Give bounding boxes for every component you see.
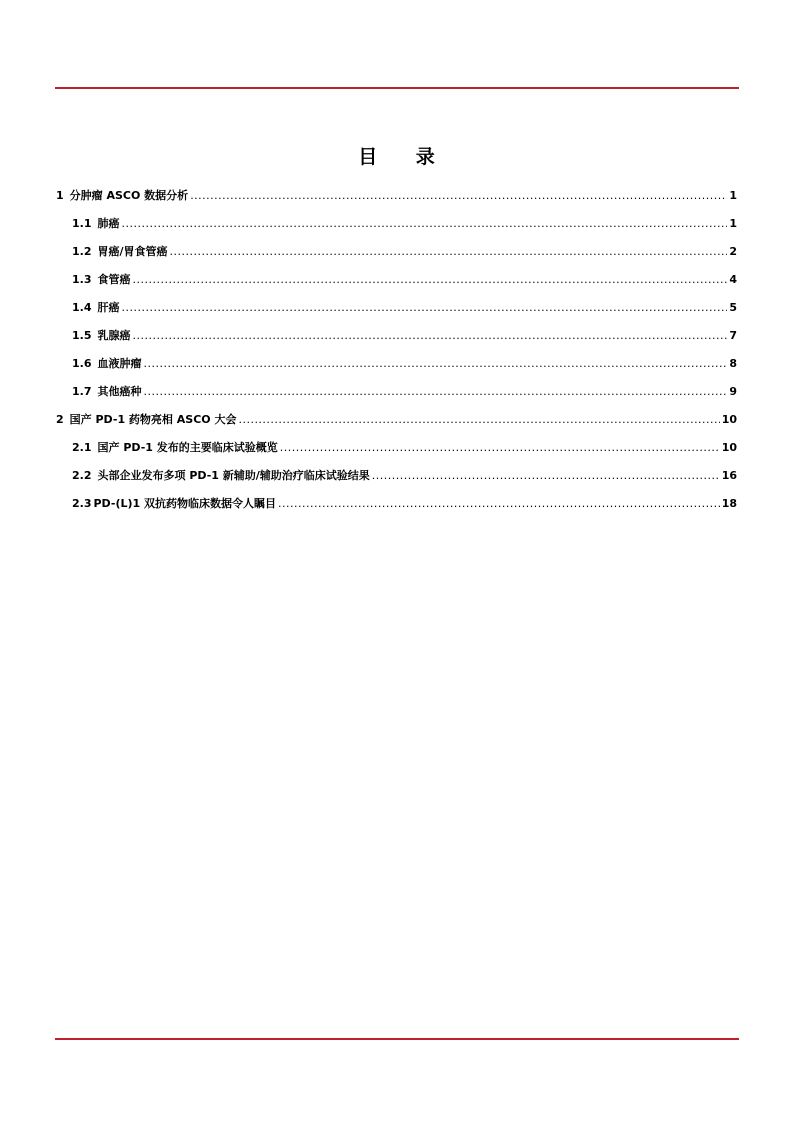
table-of-contents: [56, 187, 737, 523]
toc-entry[interactable]: [56, 467, 737, 495]
toc-entry[interactable]: [56, 327, 737, 355]
toc-entry-title: 肝癌: [97, 301, 120, 314]
toc-dot-leader: [144, 385, 728, 398]
toc-dot-leader: [122, 301, 728, 314]
toc-entry-title: 国产 PD-1 发布的主要临床试验概览: [97, 441, 278, 454]
toc-entry-number: 1.1: [72, 217, 92, 230]
toc-dot-leader: [122, 217, 728, 230]
toc-entry-title: 乳腺癌: [97, 329, 131, 342]
toc-dot-leader: [238, 413, 719, 426]
toc-dot-leader: [144, 357, 728, 370]
toc-entry[interactable]: [56, 187, 737, 215]
footer-rule: [55, 1038, 739, 1040]
toc-entry-page: 9: [729, 385, 737, 398]
toc-entry-title: 分肿瘤 ASCO 数据分析: [69, 189, 189, 202]
toc-dot-leader: [170, 245, 728, 258]
toc-entry-number: 1.3: [72, 273, 92, 286]
toc-entry[interactable]: [56, 355, 737, 383]
toc-entry-number: 2.2: [72, 469, 92, 482]
toc-entry[interactable]: [56, 383, 737, 411]
toc-entry-page: 4: [729, 273, 737, 286]
toc-entry-page: 2: [729, 245, 737, 258]
toc-entry[interactable]: [56, 411, 737, 439]
toc-entry[interactable]: [56, 439, 737, 467]
toc-entry-title: PD-(L)1 双抗药物临床数据令人瞩目: [93, 497, 277, 510]
toc-entry[interactable]: [56, 495, 737, 523]
toc-entry-title: 肺癌: [97, 217, 120, 230]
toc-dot-leader: [133, 273, 728, 286]
toc-dot-leader: [280, 441, 720, 454]
toc-entry-page: 5: [729, 301, 737, 314]
toc-entry-page: 1: [729, 217, 737, 230]
toc-entry-title: 胃癌/胃食管癌: [97, 245, 168, 258]
toc-entry-page: 16: [721, 469, 737, 482]
toc-entry-number: 2.3: [72, 497, 92, 510]
toc-entry[interactable]: [56, 271, 737, 299]
toc-entry-number: 1: [56, 189, 64, 202]
toc-entry-number: 1.7: [72, 385, 92, 398]
toc-entry-page: 8: [729, 357, 737, 370]
toc-entry-number: 1.2: [72, 245, 92, 258]
toc-title: 目 录: [358, 146, 451, 168]
toc-entry-number: 1.6: [72, 357, 92, 370]
toc-entry-title: 头部企业发布多项 PD-1 新辅助/辅助治疗临床试验结果: [97, 469, 370, 482]
toc-dot-leader: [278, 497, 720, 510]
toc-entry-number: 2.1: [72, 441, 92, 454]
toc-entry-page: 10: [721, 441, 737, 454]
toc-entry-number: 1.5: [72, 329, 92, 342]
toc-entry[interactable]: [56, 215, 737, 243]
toc-entry-number: 1.4: [72, 301, 92, 314]
toc-entry[interactable]: [56, 299, 737, 327]
toc-entry-page: 10: [721, 413, 737, 426]
header-rule: [55, 87, 739, 89]
toc-entry-number: 2: [56, 413, 64, 426]
toc-entry-page: 7: [729, 329, 737, 342]
toc-entry[interactable]: [56, 243, 737, 271]
toc-entry-title: 国产 PD-1 药物亮相 ASCO 大会: [69, 413, 237, 426]
toc-dot-leader: [372, 469, 720, 482]
toc-entry-page: 18: [721, 497, 737, 510]
toc-entry-title: 其他癌种: [97, 385, 142, 398]
toc-entry-page: 1: [729, 189, 737, 202]
toc-dot-leader: [133, 329, 728, 342]
toc-entry-title: 食管癌: [97, 273, 131, 286]
toc-entry-title: 血液肿瘤: [97, 357, 142, 370]
toc-dot-leader: [190, 189, 727, 202]
